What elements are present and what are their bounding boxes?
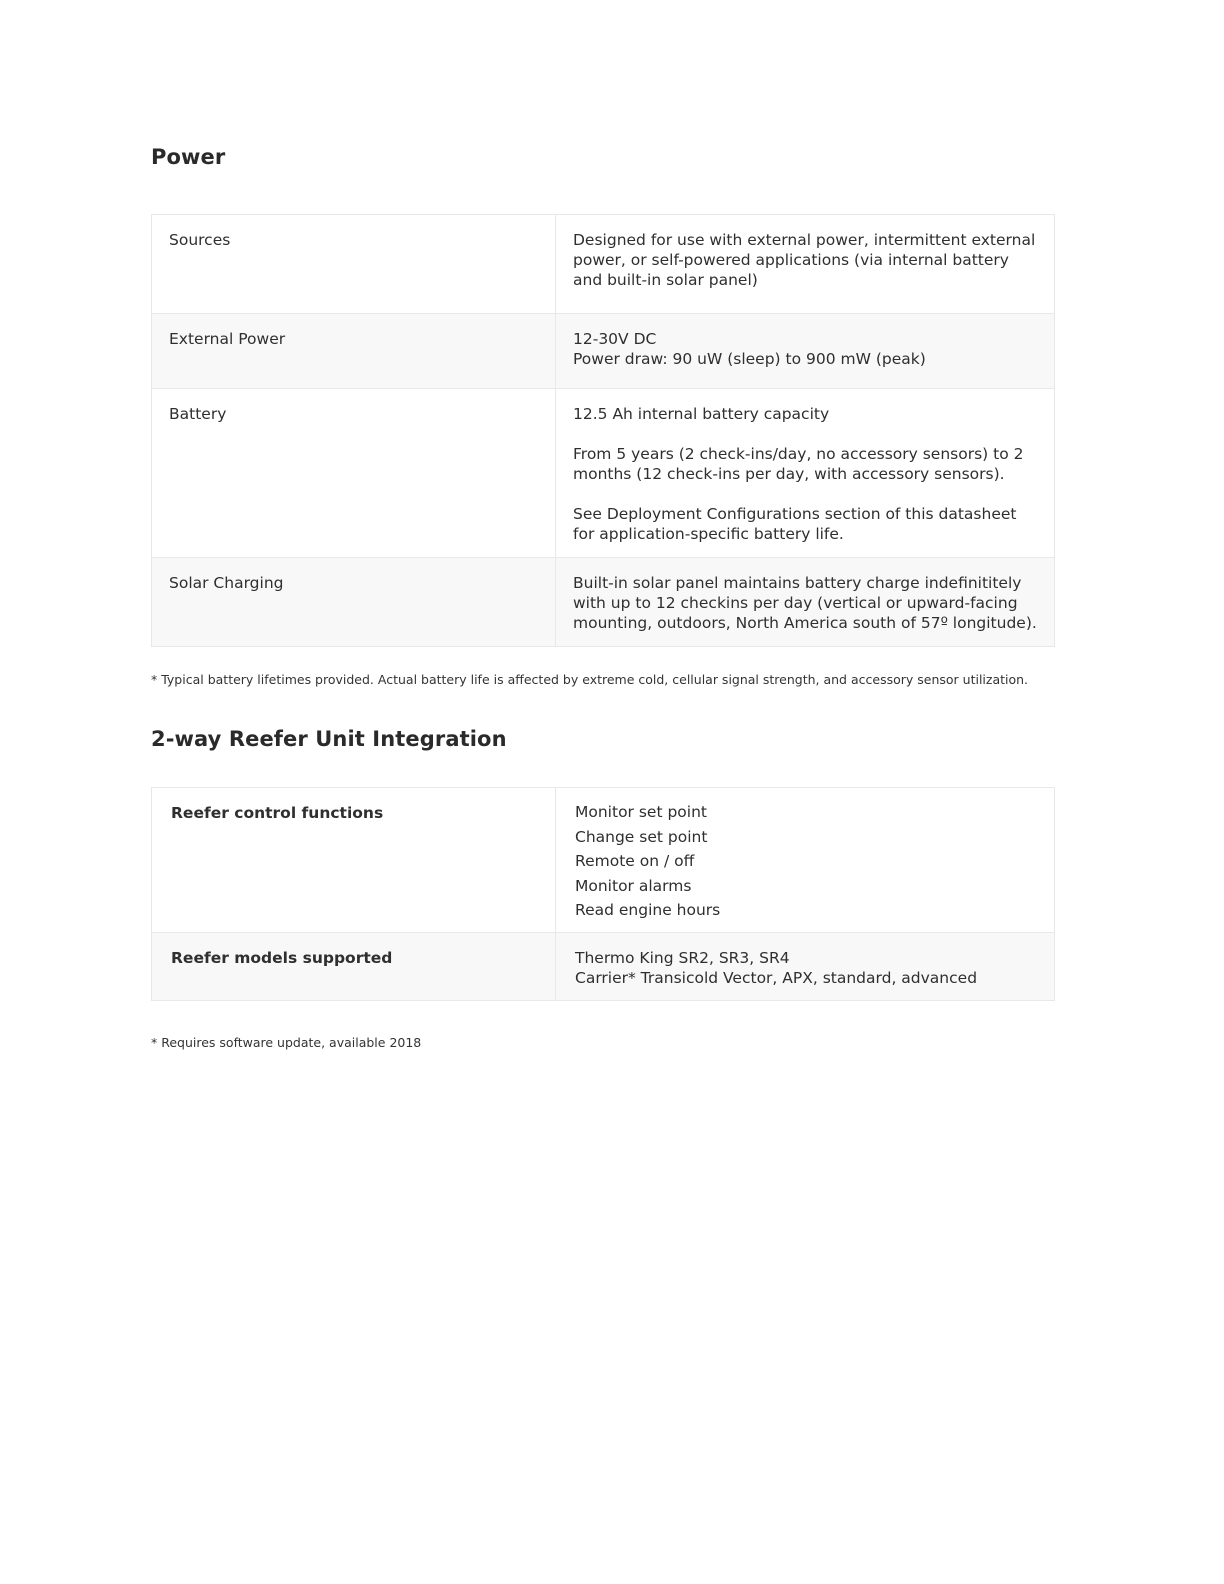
- row-value: [556, 558, 1055, 647]
- table-row-solar-charging: [152, 558, 1055, 647]
- value-line: Power draw: 90 uW (sleep) to 900 mW (peak): [573, 350, 926, 368]
- list-item: Remote on / off: [575, 852, 695, 870]
- list-item: Change set point: [575, 827, 708, 846]
- power-spec-table: [151, 214, 1055, 647]
- row-value-list: [556, 788, 1055, 933]
- row-label: Reefer control functions: [152, 788, 556, 933]
- list-item: Monitor alarms: [575, 876, 692, 895]
- row-value: [556, 389, 1055, 558]
- row-value-list: [556, 933, 1055, 1001]
- row-value: [556, 314, 1055, 389]
- value-line: 12-30V DC: [573, 330, 657, 348]
- value-text: Designed for use with external power, intermittent external power, or self-powered applications (via internal battery and built-in solar panel): [573, 231, 1036, 289]
- power-section-heading: Power: [151, 145, 226, 169]
- value-paragraph: See Deployment Configurations section of this datasheet for application-specific battery life.: [573, 505, 1017, 543]
- reefer-spec-table: [151, 787, 1055, 1001]
- table-row-sources: [152, 215, 1055, 314]
- value-paragraph: 12.5 Ah internal battery capacity: [573, 405, 830, 423]
- row-label: Solar Charging: [152, 558, 556, 647]
- table-row-reefer-control-functions: [152, 788, 1055, 933]
- power-footnote: * Typical battery lifetimes provided. Actual battery life is affected by extreme cold, cellular signal strength, and accessory sensor utilization.: [151, 672, 1029, 687]
- value-paragraph: From 5 years (2 check-ins/day, no accessory sensors) to 2 months (12 check-ins per day, with accessory sensors).: [573, 445, 1024, 483]
- row-label: Sources: [152, 215, 556, 314]
- table-row-battery: [152, 389, 1055, 558]
- reefer-footnote: * Requires software update, available 2018: [151, 1035, 422, 1050]
- row-label: Battery: [152, 389, 556, 558]
- table-row-reefer-models-supported: [152, 933, 1055, 1001]
- row-label: External Power: [152, 314, 556, 389]
- list-item: Thermo King SR2, SR3, SR4: [575, 949, 790, 967]
- list-item: Carrier* Transicold Vector, APX, standard, advanced: [575, 969, 978, 987]
- row-label: Reefer models supported: [152, 933, 556, 1001]
- value-text: Built-in solar panel maintains battery charge indefinititely with up to 12 checkins per day (vertical or upward-facing mounting, outdoors, North America south of 57º longitude).: [573, 574, 1037, 632]
- row-value: [556, 215, 1055, 314]
- list-item: Read engine hours: [575, 901, 721, 919]
- table-row-external-power: [152, 314, 1055, 389]
- reefer-section-heading: 2-way Reefer Unit Integration: [151, 727, 507, 751]
- list-item: Monitor set point: [575, 803, 707, 821]
